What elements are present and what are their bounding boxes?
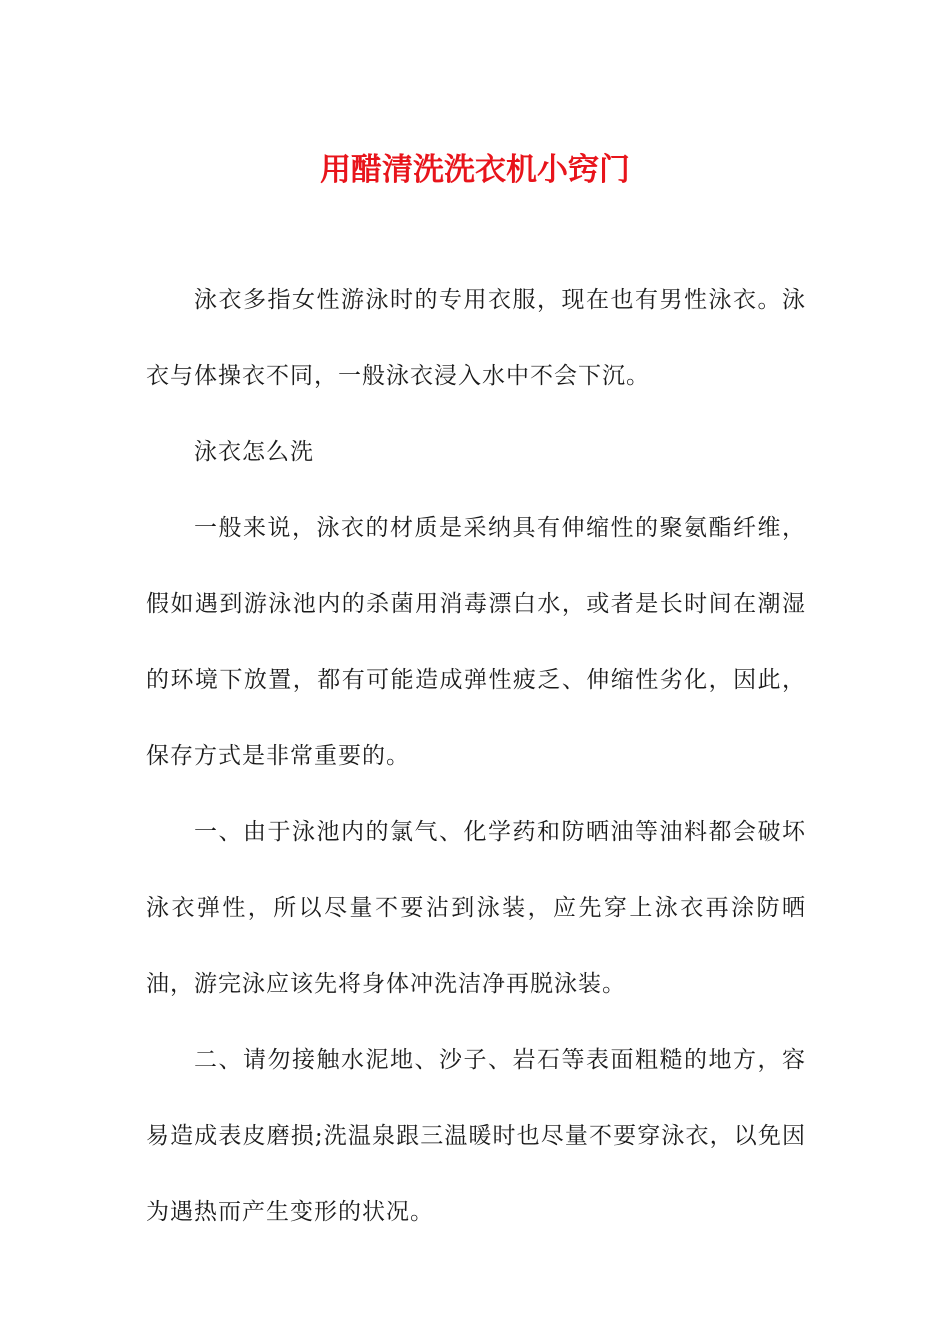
paragraph-subheading: 泳衣怎么洗 [194,439,314,465]
paragraph-tip-one: 一、由于泳池内的氯气、化学药和防晒油等油料都会破坏泳衣弹性，所以尽量不要沾到泳装，应先穿上泳衣再涂防晒油，游完泳应该先将身体冲洗洁净再脱泳装。 [146,819,806,997]
paragraph-tip-two: 二、请勿接触水泥地、沙子、岩石等表面粗糙的地方，容易造成表皮磨损;洗温泉跟三温暖时也尽量不要穿泳衣，以免因为遇热而产生变形的状况。 [146,1047,806,1225]
document-body [146,262,806,1250]
document-title: 用醋清洗洗衣机小窍门 [320,152,630,188]
paragraph-material: 一般来说，泳衣的材质是采纳具有伸缩性的聚氨酯纤维，假如遇到游泳池内的杀菌用消毒漂白水，或者是长时间在潮湿的环境下放置，都有可能造成弹性疲乏、伸缩性劣化，因此，保存方式是非常重要的。 [146,515,806,769]
paragraph-intro: 泳衣多指女性游泳时的专用衣服，现在也有男性泳衣。泳衣与体操衣不同，一般泳衣浸入水中不会下沉。 [146,287,806,389]
